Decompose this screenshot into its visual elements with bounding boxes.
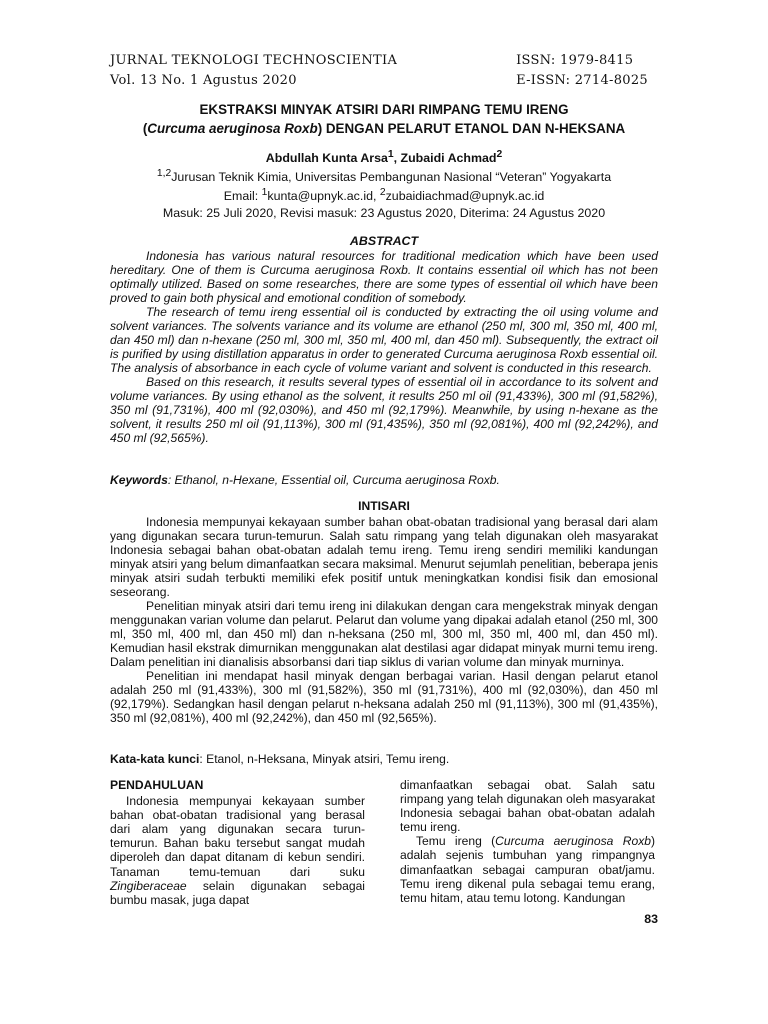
journal-name: JURNAL TEKNOLOGI TECHNOSCIENTIA — [110, 53, 398, 68]
journal-volume: Vol. 13 No. 1 Agustus 2020 — [110, 73, 297, 88]
author-1: Abdullah Kunta Arsa — [265, 151, 388, 166]
email-line — [110, 185, 658, 204]
author-2-sup: 2 — [496, 149, 503, 160]
pendahuluan-paragraph-2 — [400, 834, 655, 904]
page-number: 83 — [644, 912, 658, 926]
title-species: Curcuma aeruginosa Roxb — [147, 121, 318, 136]
author-2: Zubaidi Achmad — [400, 151, 497, 166]
pendahuluan-p1-text-a: Indonesia mempunyai kekayaan sumber bahan obat-obatan tradisional yang berasal dari alam yang digunakan secara turun-temurun. Bahan baku tersebut sangat mudah diperoleh dan dapat ditanam di kebun sendiri. Tanaman temu-temuan dari suku — [110, 794, 365, 879]
pendahuluan-paragraph-1 — [110, 794, 365, 907]
paper-title — [110, 100, 658, 138]
pendahuluan-p2-text-a: Temu ireng ( — [416, 834, 496, 849]
email-label: Email: — [223, 189, 262, 204]
email-1: kunta@upnyk.ac.id, — [267, 189, 380, 204]
email-1-sup: 1 — [261, 187, 268, 199]
eissn: E-ISSN: 2714-8025 — [516, 73, 648, 88]
affiliation — [110, 166, 658, 185]
affiliation-sup: 1,2 — [156, 168, 172, 180]
intisari-paragraph-2: Penelitian minyak atsiri dari temu ireng ini dilakukan dengan cara mengekstrak minyak dengan menggunakan varian volume dan pelarut. Pelarut dan volume yang dipakai adalah etanol (250 ml, 300 ml, 350 ml, 400 ml, dan 450 ml) dan n-heksana (250 ml, 300 ml, 350 ml, 400 ml, dan 450 ml). Kemudian hasil ekstrak dimurnikan menggunakan alat destilasi agar didapat minyak murni temu ireng. Dalam penelitian ini dianalisis absorbansi dari tiap siklus di varian volume dan minyak murninya. — [110, 599, 658, 669]
pendahuluan-heading: PENDAHULUAN — [110, 778, 204, 792]
submission-dates: Masuk: 25 Juli 2020, Revisi masuk: 23 Agustus 2020, Diterima: 24 Agustus 2020 — [162, 206, 606, 220]
abstract-paragraph-3: Based on this research, it results several types of essential oil in accordance to its solvent and volume variances. By using ethanol as the solvent, it results 250 ml oil (91,433%), 300 ml (91,582%), 350 ml (91,731%), 400 ml (92,030%), and 450 ml (92,179%). Meanwhile, by using n-hexane as the solvent, it results 250 ml oil (91,113%), 300 ml (91,435%), 350 ml (92,081%), 400 ml (92,242%), and 450 ml (92,565%). — [110, 375, 658, 445]
author-names — [110, 147, 658, 166]
abstract-body — [110, 249, 658, 445]
affiliation-text: Jurusan Teknik Kimia, Universitas Pembangunan Nasional “Veteran” Yogyakarta — [171, 170, 612, 185]
email-2-sup: 2 — [379, 187, 386, 199]
keywords-label: Keywords — [110, 473, 168, 487]
intisari-body — [110, 515, 658, 725]
intisari-heading: INTISARI — [358, 499, 410, 513]
column-left — [110, 778, 365, 907]
pendahuluan-paragraph-1-cont: dimanfaatkan sebagai obat. Salah satu rimpang yang telah digunakan oleh masyarakat Indonesia sebagai bahan obat-obatan adalah temu ireng. — [400, 778, 655, 835]
keywords-line — [110, 473, 658, 487]
abstract-heading: ABSTRACT — [349, 234, 419, 248]
pendahuluan-p2-text-b: ) adalah sejenis tumbuhan yang rimpangnya dimanfaatkan sebagai campuran obat/jamu. Temu ireng dikenal pula sebagai temu erang, temu hitam, atau temu lotong. Kandungan — [400, 834, 656, 905]
author-block — [110, 147, 658, 204]
title-paren-open: ( — [142, 121, 148, 136]
title-line-2 — [110, 119, 658, 138]
kata-kunci-line — [110, 752, 658, 766]
journal-header-right — [516, 51, 648, 91]
journal-header-left — [110, 51, 397, 91]
pendahuluan-p1-text-b: selain digunakan sebagai bumbu masak, juga dapat — [110, 878, 365, 907]
title-line-1: EKSTRAKSI MINYAK ATSIRI DARI RIMPANG TEMU IRENG — [199, 102, 569, 117]
kata-kunci-text: : Etanol, n-Heksana, Minyak atsiri, Temu ireng. — [199, 752, 450, 766]
column-right — [400, 778, 655, 905]
pendahuluan-p1-italic: Zingiberaceae — [110, 878, 187, 893]
abstract-paragraph-2: The research of temu ireng essential oil is conducted by extracting the oil using volume and solvent variances. The solvents variance and its volume are ethanol (250 ml, 300 ml, 350 ml, 400 ml, dan 450 ml) dan n-hexane (250 ml, 300 ml, 350 ml, 400 ml, dan 450 ml). Subsequently, the extract oil is purified by using distillation apparatus in order to generated Curcuma aeruginosa Roxb essential oil. The analysis of absorbance in each cycle of volume variant and solvent is conducted in this research. — [110, 305, 658, 375]
author-separator: , — [393, 151, 401, 166]
issn: ISSN: 1979-8415 — [516, 53, 634, 68]
author-1-sup: 1 — [387, 149, 394, 160]
intisari-paragraph-1: Indonesia mempunyai kekayaan sumber bahan obat-obatan tradisional yang berasal dari alam yang digunakan secara turun-temurun. Salah satu rimpang yang telah digunakan oleh masyarakat Indonesia sebagai bahan obat-obatan adalah temu ireng. Temu ireng sendiri memiliki kandungan minyak atsiri yang belum dimanfaatkan secara maksimal. Menurut sejumlah penelitian, beberapa jenis minyak atsiri sudah terbukti memiliki efek positif untuk meningkatkan kondisi fisik dan emosional seseorang. — [110, 515, 658, 599]
title-line-2-rest: ) DENGAN PELARUT ETANOL DAN N-HEKSANA — [317, 121, 626, 136]
pendahuluan-p2-italic: Curcuma aeruginosa Roxb — [495, 834, 651, 849]
kata-kunci-label: Kata-kata kunci — [110, 752, 200, 766]
email-2: zubaidiachmad@upnyk.ac.id — [385, 189, 545, 204]
abstract-paragraph-1: Indonesia has various natural resources for traditional medication which have been used hereditary. One of them is Curcuma aeruginosa Roxb. It contains essential oil which has not been optimally utilized. Based on some researches, there are some types of essential oil which have been proved to gain both physical and emotional condition of somebody. — [110, 249, 658, 305]
intisari-paragraph-3: Penelitian ini mendapat hasil minyak dengan berbagai varian. Hasil dengan pelarut etanol adalah 250 ml (91,433%), 300 ml (91,582%), 350 ml (91,731%), 400 ml (92,030%), dan 450 ml (92,179%). Sedangkan hasil dengan pelarut n-heksana adalah 250 ml (91,113%), 300 ml (91,435%), 350 ml (92,081%), 400 ml (92,242%), dan 450 ml (92,565%). — [110, 669, 658, 725]
keywords-text: : Ethanol, n-Hexane, Essential oil, Curcuma aeruginosa Roxb. — [167, 473, 500, 487]
